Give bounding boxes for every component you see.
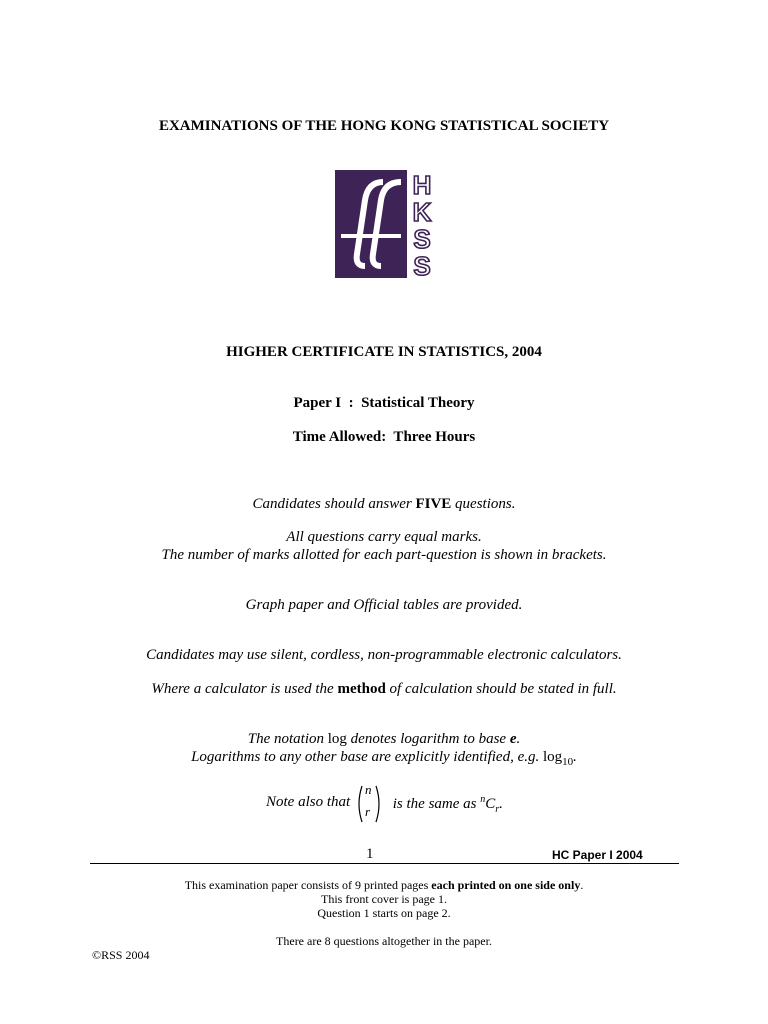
method-pre: Where a calculator is used the (151, 681, 338, 697)
cover-page-info: This front cover is page 1. (321, 892, 447, 906)
society-title: EXAMINATIONS OF THE HONG KONG STATISTICAL SOCIETY (158, 118, 610, 134)
log-pre: The notation (247, 731, 328, 747)
log2-end: . (573, 749, 577, 765)
logo-bar (341, 234, 401, 238)
pages-bold: each printed on one side only (431, 878, 581, 892)
question-count-info: There are 8 questions altogether in the paper. (276, 934, 492, 948)
method-bold: method (337, 681, 386, 697)
log-mid: denotes logarithm to base (346, 731, 510, 747)
marks-line-2: The number of marks allotted for each part-question is shown in brackets. (161, 547, 607, 563)
method-instruction (0, 680, 768, 698)
binomial-n: n (365, 782, 372, 797)
log2-sub: 10 (562, 756, 574, 768)
note-sub: r (495, 804, 500, 815)
log-end: . (516, 731, 521, 747)
footer-divider (90, 863, 679, 864)
time-allowed: Time Allowed: Three Hours (292, 429, 476, 445)
log-word: log (327, 731, 347, 747)
page-number: 1 (366, 846, 374, 862)
right-paren (376, 786, 379, 822)
note-pre: Note also that (266, 794, 351, 810)
marks-line-1: All questions carry equal marks. (286, 529, 482, 545)
logo-letter-s2: S (413, 251, 431, 278)
pages-end: . (580, 878, 584, 892)
note-sup: n (480, 794, 486, 805)
paper-title: Paper I : Statistical Theory (293, 395, 475, 411)
note-mid: is the same as (389, 796, 481, 812)
marks-instruction (0, 528, 768, 564)
certificate-title: HIGHER CERTIFICATE IN STATISTICS, 2004 (226, 344, 542, 360)
note-end: . (499, 796, 503, 812)
five-bold: FIVE (415, 496, 452, 512)
logo-letter-k: K (412, 197, 432, 227)
logo-letter-s1: S (413, 224, 431, 254)
log-line-1 (0, 730, 768, 748)
logarithm-notation (0, 730, 768, 771)
logo-letter-h: H (412, 170, 432, 200)
note-rest (389, 794, 503, 815)
five-post: questions. (451, 496, 516, 512)
question-start-info: Question 1 starts on page 2. (317, 906, 451, 920)
pages-info (0, 878, 768, 892)
log2-word: log (542, 749, 563, 765)
binomial-r: r (365, 804, 371, 819)
graph-paper-instruction: Graph paper and Official tables are provided. (245, 597, 523, 613)
method-post: of calculation should be stated in full. (385, 681, 617, 697)
log-line-2 (0, 748, 768, 771)
hkss-logo (335, 170, 437, 278)
five-pre: Candidates should answer (252, 496, 416, 512)
log-e: e (509, 731, 517, 747)
pages-pre: This examination paper consists of 9 printed pages (184, 878, 432, 892)
log2-pre: Logarithms to any other base are explicitly identified, e.g. (191, 749, 543, 765)
paper-code: HC Paper I 2004 (552, 848, 643, 862)
calculator-instruction: Candidates may use silent, cordless, non-programmable electronic calculators. (146, 647, 622, 663)
note-c: C (485, 796, 496, 812)
copyright: ©RSS 2004 (92, 948, 150, 962)
answer-five-instruction (0, 495, 768, 513)
left-paren (359, 786, 362, 822)
